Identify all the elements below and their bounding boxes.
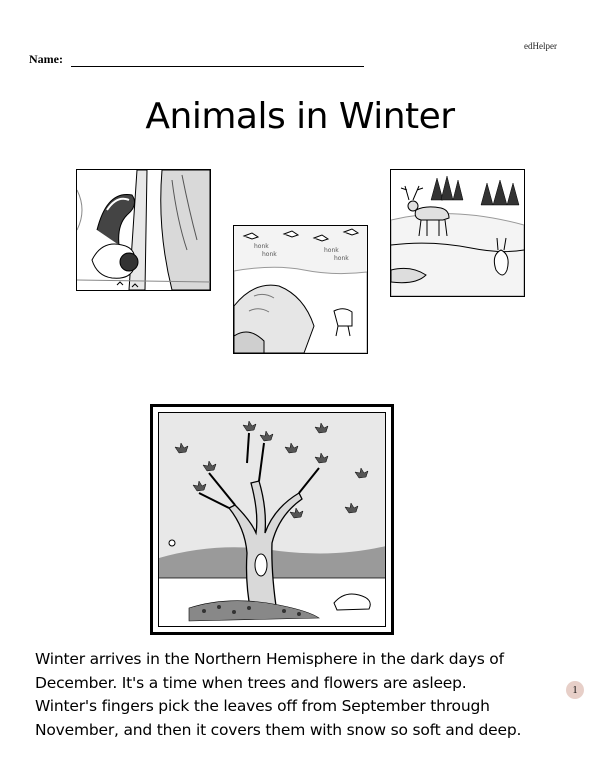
honk-text-1: honk bbox=[254, 243, 269, 250]
skunk-illustration bbox=[76, 169, 211, 291]
name-line[interactable] bbox=[71, 54, 364, 67]
geese-fox-illustration bbox=[233, 225, 368, 354]
tree-illustration bbox=[158, 412, 386, 627]
honk-text-3: honk bbox=[324, 247, 339, 254]
name-field-row bbox=[29, 52, 364, 67]
deer-rabbit-illustration bbox=[390, 169, 525, 297]
honk-text-4: honk bbox=[334, 255, 349, 262]
honk-text-2: honk bbox=[262, 251, 277, 258]
worksheet-title: Animals in Winter bbox=[145, 96, 455, 137]
name-label: Name: bbox=[29, 52, 63, 66]
brand-label: edHelper bbox=[524, 41, 557, 51]
tree-illustration-frame bbox=[150, 404, 394, 635]
page-number-badge: 1 bbox=[566, 681, 584, 699]
reading-passage: Winter arrives in the Northern Hemisphere in the dark days of December. It's a time when trees and flowers are asleep. Winter's fingers pick the leaves off from September through November, and then it covers them with snow so soft and deep. bbox=[35, 650, 522, 739]
